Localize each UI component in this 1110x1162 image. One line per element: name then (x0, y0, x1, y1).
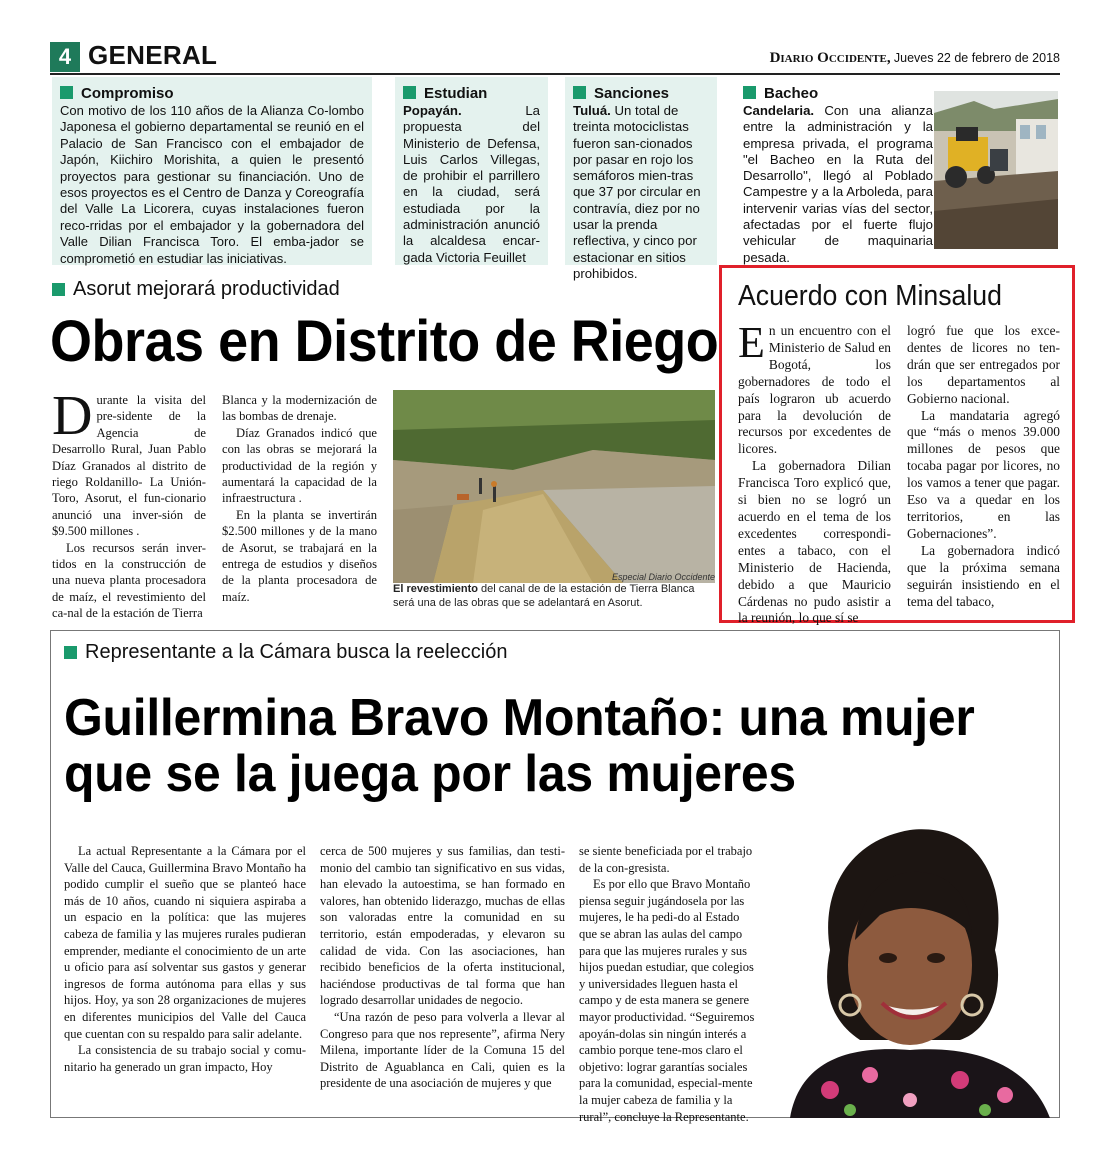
story-headline: Obras en Distrito de Riego (50, 309, 719, 374)
story-headline: Guillermina Bravo Montaño: una mujer que se la juega por las mujeres (64, 689, 975, 803)
brief-city: Candelaria. (743, 103, 815, 118)
issue-date: Jueves 22 de febrero de 2018 (893, 51, 1060, 65)
brief-text: Tuluá. Un total de treinta motociclistas fueron san-cionados por pasar en rojo los semáforos mien-tras que 37 por circular en contravía, diez por no usar la prenda reflectiva, y cinco por estacionar en sitios prohibidos. (573, 103, 701, 281)
story-column-1 (52, 385, 206, 622)
bullet-square-icon (403, 86, 416, 99)
page-number: 4 (50, 42, 80, 72)
story-kicker: Representante a la Cámara busca la reelección (64, 641, 507, 664)
photo-credit: Especial Diario Occidente (611, 572, 715, 582)
story-paragraph: La consistencia de su trabajo social y comu-nitario ha generado un gran impacto, Hoy (64, 1043, 306, 1074)
box-paragraph: La gobernadora indicó que la próxima semana seguirán insistiendo en el tema del tabaco, (907, 542, 1060, 609)
story-column-3 (579, 843, 759, 1125)
story-paragraph: se siente beneficiada por el trabajo de la con-gresista. (579, 844, 753, 875)
story-paragraph: Los recursos serán inver-tidos en la construcción de una nueva planta procesadora de maíz, el revestimiento del ca-nal de la estación de Tierra (52, 540, 206, 621)
story-paragraph: En la planta se invertirán $2.500 millones y de la mano de Asorut, se trabajará en la entrega de estudios y diseños de la planta procesadora de maíz. (222, 507, 377, 604)
brief-city: Tuluá. (573, 103, 611, 118)
story-paragraph: cerca de 500 mujeres y sus familias, dan testi-monio del cambio tan significativo en sus vidas, han elevado la autoestima, se han formado en valores, han obtenido liderazgo, muchas de ellas son valoradas entre la comunidad en su territorio, están empoderadas, y elevaron su calidad de vida. Con las asociaciones, han recibido beneficios de la oferta institucional, haciéndose productivas de tal forma que han logrado desarrollar unidades de negocio. (320, 844, 565, 1008)
story-paragraph: Es por ello que Bravo Montaño piensa seguir jugándosela por las mujeres, le ha pedi-do al Estado que se abran las aulas del campo para que las mujeres rurales y sus hijos puedan estudiar, que colegios y universidades lleguen hasta el campo y de esta manera se genere mayor productividad. “Seguiremos apoyán-dolas sin ningún interés a cambio porque tene-mos claro el objetivo: lograr garantías sociales para la comunidad, especial-mente la mujer cabeza de familia y la rural”, concluye la Representante. (579, 877, 755, 1124)
box-title: Acuerdo con Minsalud (738, 280, 1002, 312)
brief-bacheo (735, 77, 1060, 265)
box-column-2 (907, 323, 1060, 610)
bullet-square-icon (743, 86, 756, 99)
box-column-1 (738, 318, 891, 627)
road-works-photo (934, 91, 1058, 249)
brief-text: Popayán. La propuesta del Ministerio de Defensa, Luis Carlos Villegas, de prohibir el parrillero en la ciudad, será estudiada por la administración anunció la alcaldesa encar-gada Victoria Feuillet (403, 103, 540, 265)
brief-text: Candelaria. Con una alianza entre la administración y la empresa privada, el programa "el Bacheo en la Ruta del Desarrollo", llegó al Poblado Campestre y a la Arboleda, para intervenir varias vías del sector, afectadas por el fuerte flujo vehicular de maquinaria pesada. (743, 103, 933, 265)
paper-name: Diario Occidente, (769, 50, 891, 66)
brief-sanciones (565, 77, 717, 281)
brief-title: Bacheo (743, 85, 933, 102)
brief-title: Estudian (403, 85, 540, 102)
brief-title: Compromiso (60, 85, 364, 102)
drop-cap: E (738, 318, 765, 367)
box-paragraph: logró fue que los exce-dentes de licores no ten-drán que ser entregados por los departamentos al Gobierno nacional. (907, 323, 1060, 406)
story-kicker: Asorut mejorará productividad (52, 278, 340, 301)
bullet-square-icon (52, 283, 65, 296)
brief-text: Con motivo de los 110 años de la Alianza Co-lombo Japonesa el gobierno departamental se reunió en el Palacio de San Francisco con el embajador de Japón, Kiichiro Morishita, a quien le presentó proyectos para gestionar su financiación. Uno de esos proyectos es el Centro de Danza y Coreografía del Valle La Licorera, cuyas instalaciones fueron reco-rridas por el embajador y la gobernadora del Valle Dilian Francisca Toro. El emba-jador se comprometió en estudiar las iniciativas. (60, 103, 364, 266)
drop-cap: D (52, 385, 93, 447)
brief-compromiso (52, 77, 372, 265)
story-column-1 (64, 843, 306, 1075)
masthead (770, 50, 1060, 67)
story-paragraph: Blanca y la modernización de las bombas de drenaje. (222, 393, 377, 424)
section-title: GENERAL (88, 40, 218, 70)
box-paragraph: La gobernadora Dilian Francisca Toro explicó que, si bien no se logró un acuerdo en el tema de los excedentes correspondi-entes a tabaco, con el Ministerio de Hacienda, debido a que Mauricio Cárdenas no pudo asistir a la reunión, lo que sí se (738, 458, 891, 626)
header-rule (50, 73, 1060, 75)
box-paragraph: En un encuentro con el Ministerio de Salud en Bogotá, los gobernadores de todo el país lograron ub acuerdo para la devolución de recursos por excedentes de licores. (738, 318, 891, 457)
brief-title: Sanciones (573, 85, 709, 102)
story-column-2 (320, 843, 565, 1092)
bullet-square-icon (64, 646, 77, 659)
story-paragraph: Durante la visita del pre-sidente de la Agencia de Desarrollo Rural, Juan Pablo Díaz Granados al distrito de riego Roldanillo- La Unión- Toro, Asorut, el fun-cionario anunció una inver-sión de $9.500 millones . (52, 385, 206, 539)
photo-caption: El revestimiento del canal de de la estación de Tierra Blanca será una de las obras que se adelantará en Asorut. (393, 583, 695, 609)
story-paragraph: La actual Representante a la Cámara por el Valle del Cauca, Guillermina Bravo Montaño ha podido cumplir el sueño que se planteó hace más de 10 años, cuando ni siquiera aspiraba a un espacio en la política: que las mujeres cabeza de familia y las mujeres rurales pudieran emprender, mediante el conocimiento de un arte u oficio para así solventar sus gastos y generar ingresos de forma autónoma para ellas y sus hijos. Hoy, ya son 28 organizaciones de mujeres en diferentes municipios del Valle del Cauca que cuentan con su respaldo para salir adelante. (64, 844, 306, 1041)
brief-estudian (395, 77, 548, 265)
brief-city: Popayán. (403, 103, 462, 118)
bullet-square-icon (60, 86, 73, 99)
box-paragraph: La mandataria agregó que “más o menos 39.000 millones de pesos que tocaba pagar por licores, no los vamos a tener que pagar. Eso va a quedar en los territorios, en las Gobernaciones”. (907, 407, 1060, 541)
bullet-square-icon (573, 86, 586, 99)
story-column-2 (222, 392, 377, 605)
story-paragraph: Díaz Granados indicó que con las obras se mejorará la productividad de la región y aumentará la capacidad de la infraestructura . (222, 425, 377, 506)
irrigation-canal-photo (393, 390, 715, 583)
story-paragraph: “Una razón de peso para volverla a llevar al Congreso para que nos represente”, afirma Nery Milena, importante líder de la Comuna 15 del Distrito de Aguablanca en Cali, quien es la presidente de una asociación de mujeres y que (320, 1009, 565, 1091)
representative-portrait-photo (760, 800, 1060, 1118)
